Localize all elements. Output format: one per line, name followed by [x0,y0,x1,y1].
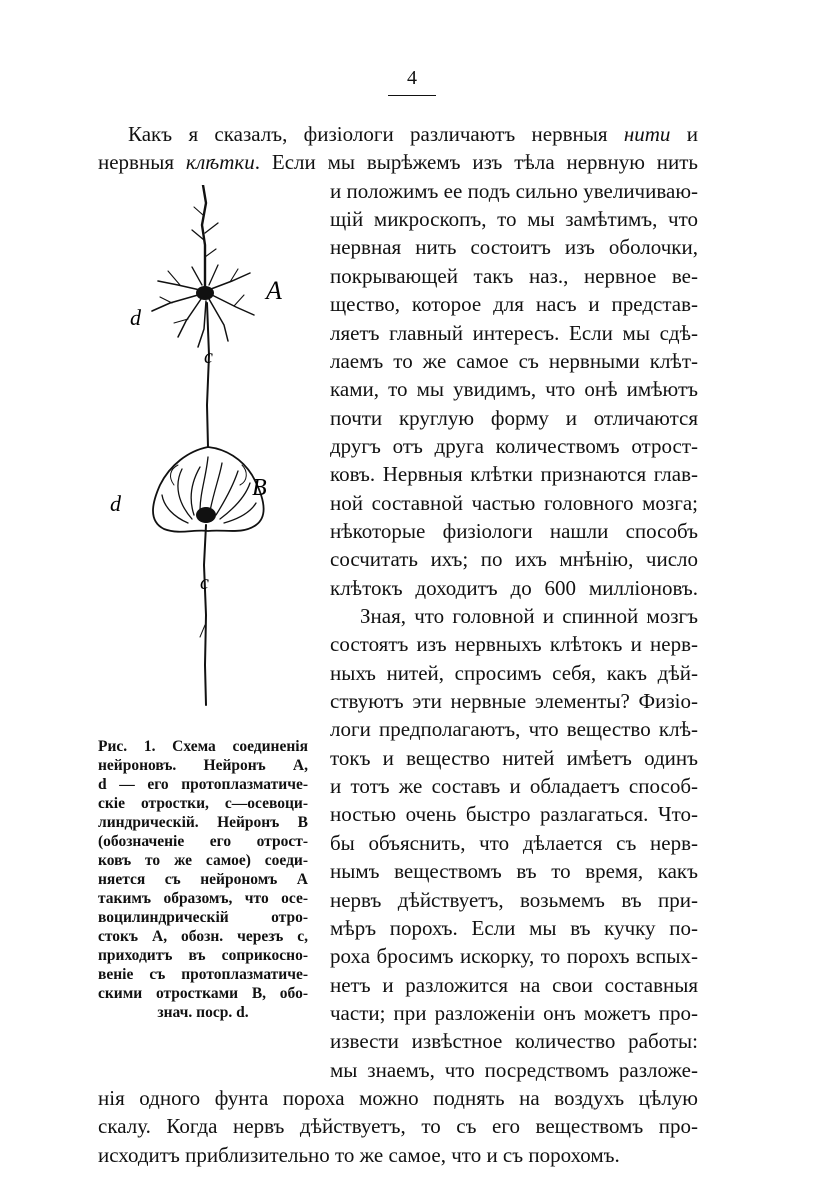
text-span: и [670,122,698,146]
label-c-bottom: c [200,572,209,594]
neuron-figure [108,185,318,725]
label-c-top: c [204,346,213,368]
para1-side-line: почти круглую форму и отличаются [330,405,698,430]
para2-full-line: исходитъ приблизительно то же самое, что и съ порохомъ. [98,1142,620,1167]
label-B: B [252,475,267,501]
para1-side-line: щій микроскопъ, то мы замѣтимъ, что [330,207,698,232]
para1-side-line: ной составной частью головного мозга; [330,490,698,515]
para1-side-line: ками, то мы увидимъ, что онѣ имѣютъ [330,377,698,402]
para1-side-line: щество, которое для насъ и представ- [330,292,698,317]
caption-line: скими отростками B, обо- [98,985,308,1002]
para1-side-line: ковъ. Нервныя клѣтки признаются глав- [330,462,698,487]
para2-side-line: роха бросимъ искорку, то порохъ вспых- [330,944,698,969]
para1-side-line: нѣкоторые физіологи нашли способъ [330,518,698,543]
para1-line-2 [98,148,698,176]
para2-side-line: мы знаемъ, что посредствомъ разложе- [330,1057,698,1082]
para2-full-line: нія одного фунта пороха можно поднять на воздухъ цѣлую [98,1085,698,1110]
para1-side-line: сосчитать ихъ; по ихъ мнѣнію, число [330,547,698,572]
caption-line: воцилиндрическій отро- [98,909,308,926]
para2-side-line: и тотъ же составъ и обладаетъ способ- [330,774,698,799]
para2-side-line: ствуютъ эти нервные элементы? Физіо- [330,689,698,713]
para1-side-line: покрывающей такъ наз., нервное ве- [330,263,698,288]
caption-line: веніе съ протоплазматиче- [98,966,308,983]
page-number: 4 [407,67,417,89]
para1-side-line: ляетъ главный интересъ. Если мы сдѣ- [330,320,698,345]
para1-side-line: клѣтокъ доходитъ до 600 милліоновъ. [330,575,698,600]
caption-line: такимъ образомъ, что осе- [98,890,308,907]
caption-line: няется съ нейрономъ A [98,871,308,888]
text-span: нервныя [98,150,186,175]
para1-side-line: другъ отъ друга количествомъ отрост- [330,433,698,458]
para2-side-line: ныхъ нитей, спросимъ себя, какъ дѣй- [330,660,698,685]
para1-side-line: и положимъ ее подъ сильно увеличиваю- [330,178,698,203]
caption-line: приходитъ въ соприкосно- [98,947,308,964]
caption-line: стокъ A, обозн. черезъ c, [98,928,308,945]
para2-full-line: скалу. Когда нервъ дѣйствуетъ, то съ его веществомъ про- [98,1114,698,1139]
para2-side-line: Зная, что головной и спинной мозгъ [360,604,698,628]
neuron-diagram [108,185,318,725]
text-span: Какъ я сказалъ, физіологи различаютъ нервныя [128,122,624,146]
para1-side-line: лаемъ то же самое съ нервными клѣт- [330,348,698,373]
para2-side-line: состоятъ изъ нервныхъ клѣтокъ и нерв- [330,632,698,657]
italic-term-kletki: клѣтки [185,150,255,175]
para2-side-line: бы объяснить, что дѣлается съ нерв- [330,830,698,855]
para1-line-1 [128,120,698,148]
para2-side-line: нетъ и разложится на свои составныя [330,972,698,997]
para2-side-line: части; при разложеніи онъ можетъ про- [330,1000,698,1025]
text-span: . Если мы вырѣжемъ изъ тѣла нервную нить [254,150,698,175]
para2-side-line: извести извѣстное количество работы: [330,1029,698,1054]
para2-side-line: нервъ дѣйствуетъ, возьмемъ въ при- [330,887,698,912]
para2-side-line: мѣръ порохъ. Если мы въ кучку по- [330,915,698,940]
caption-line: Рис. 1. Схема соединенія [98,738,308,755]
para2-side-line: ностью очень быстро разлагаться. Что- [330,802,698,827]
label-d-bottom: d [110,491,121,516]
para1-side-line: нервная нить состоитъ изъ оболочки, [330,235,698,260]
caption-line: знач. поср. d. [157,1004,249,1021]
label-A: A [266,276,282,305]
para2-side-line: нымъ веществомъ въ то время, какъ [330,859,698,884]
caption-line: d — его протоплазматиче- [98,776,308,793]
caption-line: нейроновъ. Нейронъ A, [98,757,308,774]
para2-side-line: токъ и вещество нитей имѣетъ одинъ [330,745,698,770]
label-d-top: d [130,305,141,330]
caption-line: скіе отростки, c—осевоци- [98,795,308,812]
italic-term-niti: нити [623,122,671,146]
caption-line: линдрическій. Нейронъ B [98,814,308,831]
caption-line: (обозначеніе его отрост- [98,833,308,850]
page-number-rule [388,95,436,96]
para2-side-line: логи предполагаютъ, что вещество клѣ- [330,717,698,742]
caption-line: ковъ то же самое) соеди- [98,852,308,869]
